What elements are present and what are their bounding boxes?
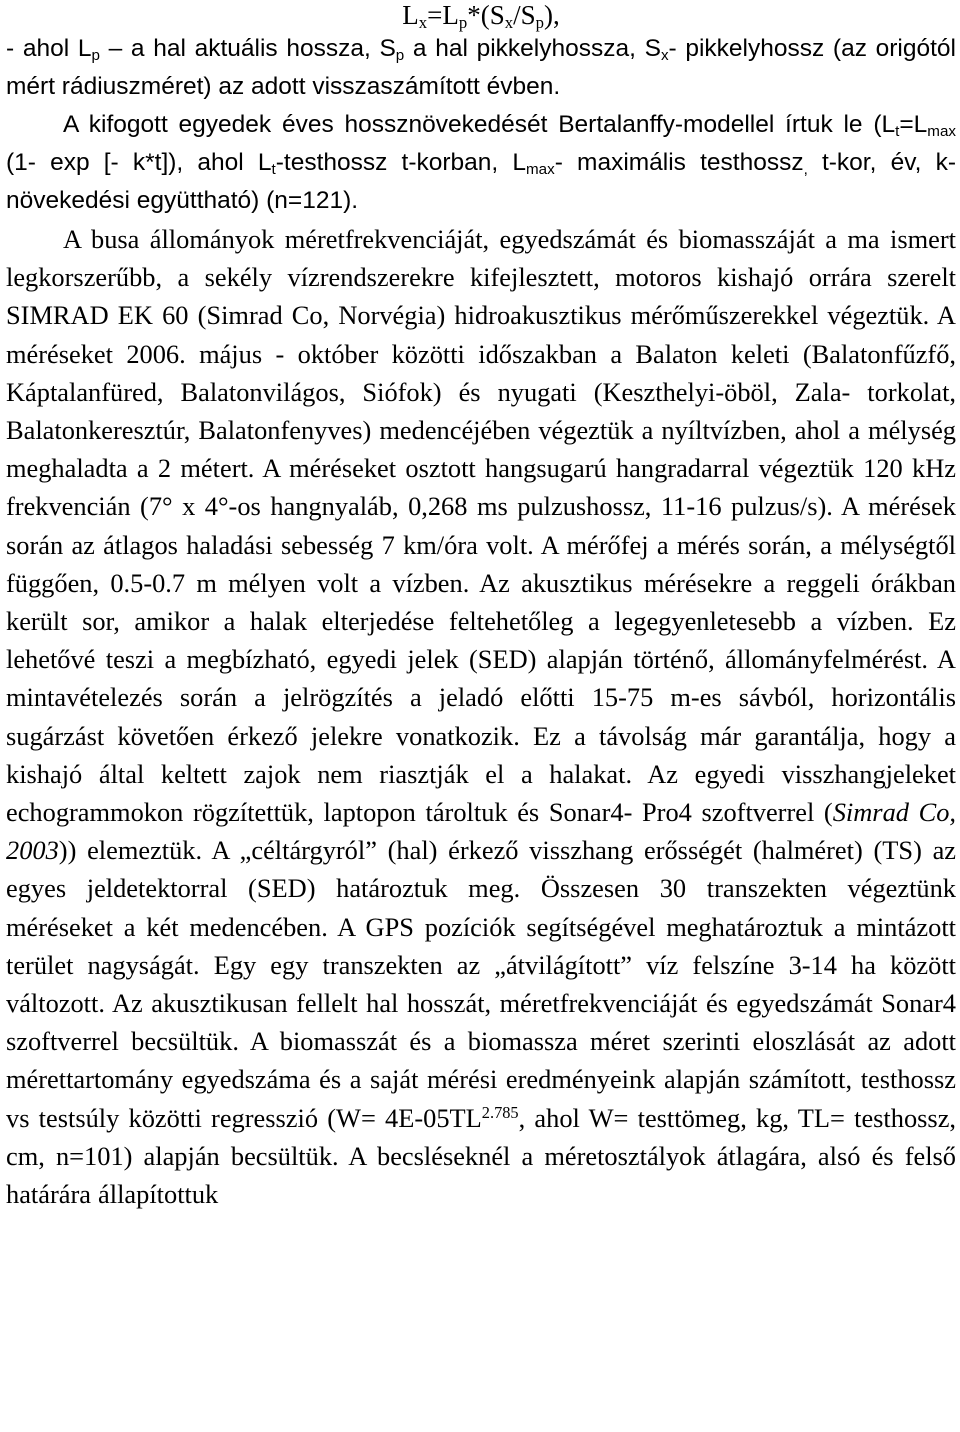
methods-paragraph: A busa állományok méretfrekvenciáját, egyedszámát és biomasszáját a ma ismert legkorszerűbb, a sekély vízrendszerekre kifejlesztett, motoros kishajó orrára szerelt SIMRAD EK 60 (Simrad Co, Norvégia) hidroakusztikus mérőműszerekkel végeztük. A méréseket 2006. május - október közötti időszakban a Balaton keleti (Balatonfűzfő, Káptalanfüred, Balatonvilágos, Siófok) és nyugati (Keszthelyi-öböl, Zala- torkolat, Balatonkeresztúr, Balatonfenyves) medencéjében végeztük a nyíltvízben, ahol a mélység meghaladta a 2 métert. A méréseket osztott hangsugarú hangradarral végeztük 120 kHz frekvencián (7° x 4°-os hangnyaláb, 0,268 ms pulzushossz, 11-16 pulzus/s). A mérések során az átlagos haladási sebesség 7 km/óra volt. A mérőfej a mérés során, a mélységtől függően, 0.5-0.7 m mélyen volt a vízben. Az akusztikus mérésekre a reggeli órákban került sor, amikor a halak elterjedése feltehetőleg a legegyenletesebb a vízben. Ez lehetővé teszi a megbízható, egyedi jelek (SED) alapján történő, állományfelmérést. A mintavételezés során a jelrögzítés a jeladó előtti 15-75 m-es sávból, horizontális sugárzást követően érkező jelekre vonatkozik. Ez a távolság már garantálja, hogy a kishajó által keltett zajok nem riasztják el a halakat. Az egyedi visszhangjeleket echogrammokon rögzítettük, laptopon tároltuk és Sonar4- Pro4 szoftverrel (Simrad Co, 2003)) elemeztük. A „céltárgyról” (hal) érkező visszhang erősségét (halméret) (TS) az egyes jeldetektorral (SED) határoztuk meg. Összesen 30 transzekten végeztünk méréseket a két medencében. A GPS pozíciók segítségével meghatároztuk a mintázott terület nagyságát. Egy egy transzekten az „átvilágított” víz felszíne 3-14 ha között változott. Az akusztikusan fellelt hal hosszát, méretfrekvenciáját és egyedszámát Sonar4 szoftverrel becsültük. A biomasszát és a biomassza méret szerinti eloszlását az adott mérettartomány egyedszáma és a saját mérési eredményeink alapján számított, testhossz vs testsúly közötti regresszió ($W= 4E-05TL^{2.785}$, ahol W= testtömeg, kg, TL= testhossz, cm, n=101) alapján becsültük. A becsléseknél a méretosztályok átlagára, alsó és felső határára állapítottuk (6, 224, 957, 1210)
formula-subscript: x (418, 13, 428, 33)
formula-subscript: p (535, 13, 545, 33)
exponent: 2.785 (481, 1102, 519, 1122)
citation: Simrad Co, 2003 (6, 797, 956, 866)
formula-subscript: p (458, 13, 468, 33)
formula-part: L (402, 0, 419, 30)
formula-part: =L (427, 0, 459, 30)
formula-part: ), (544, 0, 560, 30)
formula-part: /S (513, 0, 536, 30)
formula-part: *(S (467, 0, 505, 30)
bertalanffy-paragraph: A kifogott egyedek éves hossznövekedését Bertalanffy-modellel írtuk le ($L_t=L_{max}$ (1- exp [- k*t]), ahol $L_t$-testhossz t-korban, $L_{max}-$ maximális testhossz$_,$ t-kor, év, k- növekedési együttható) (n=121). (6, 111, 957, 214)
formula-subscript: x (504, 13, 514, 33)
definition-paragraph: - ahol $L_p$ – a hal aktuális hossza, $S_p$ a hal pikkelyhossza, $S_x-$ pikkelyhossz (az origótól mért rádiuszméret) az adott visszaszámított évben. (6, 35, 957, 100)
scale-formula (6, 0, 956, 33)
